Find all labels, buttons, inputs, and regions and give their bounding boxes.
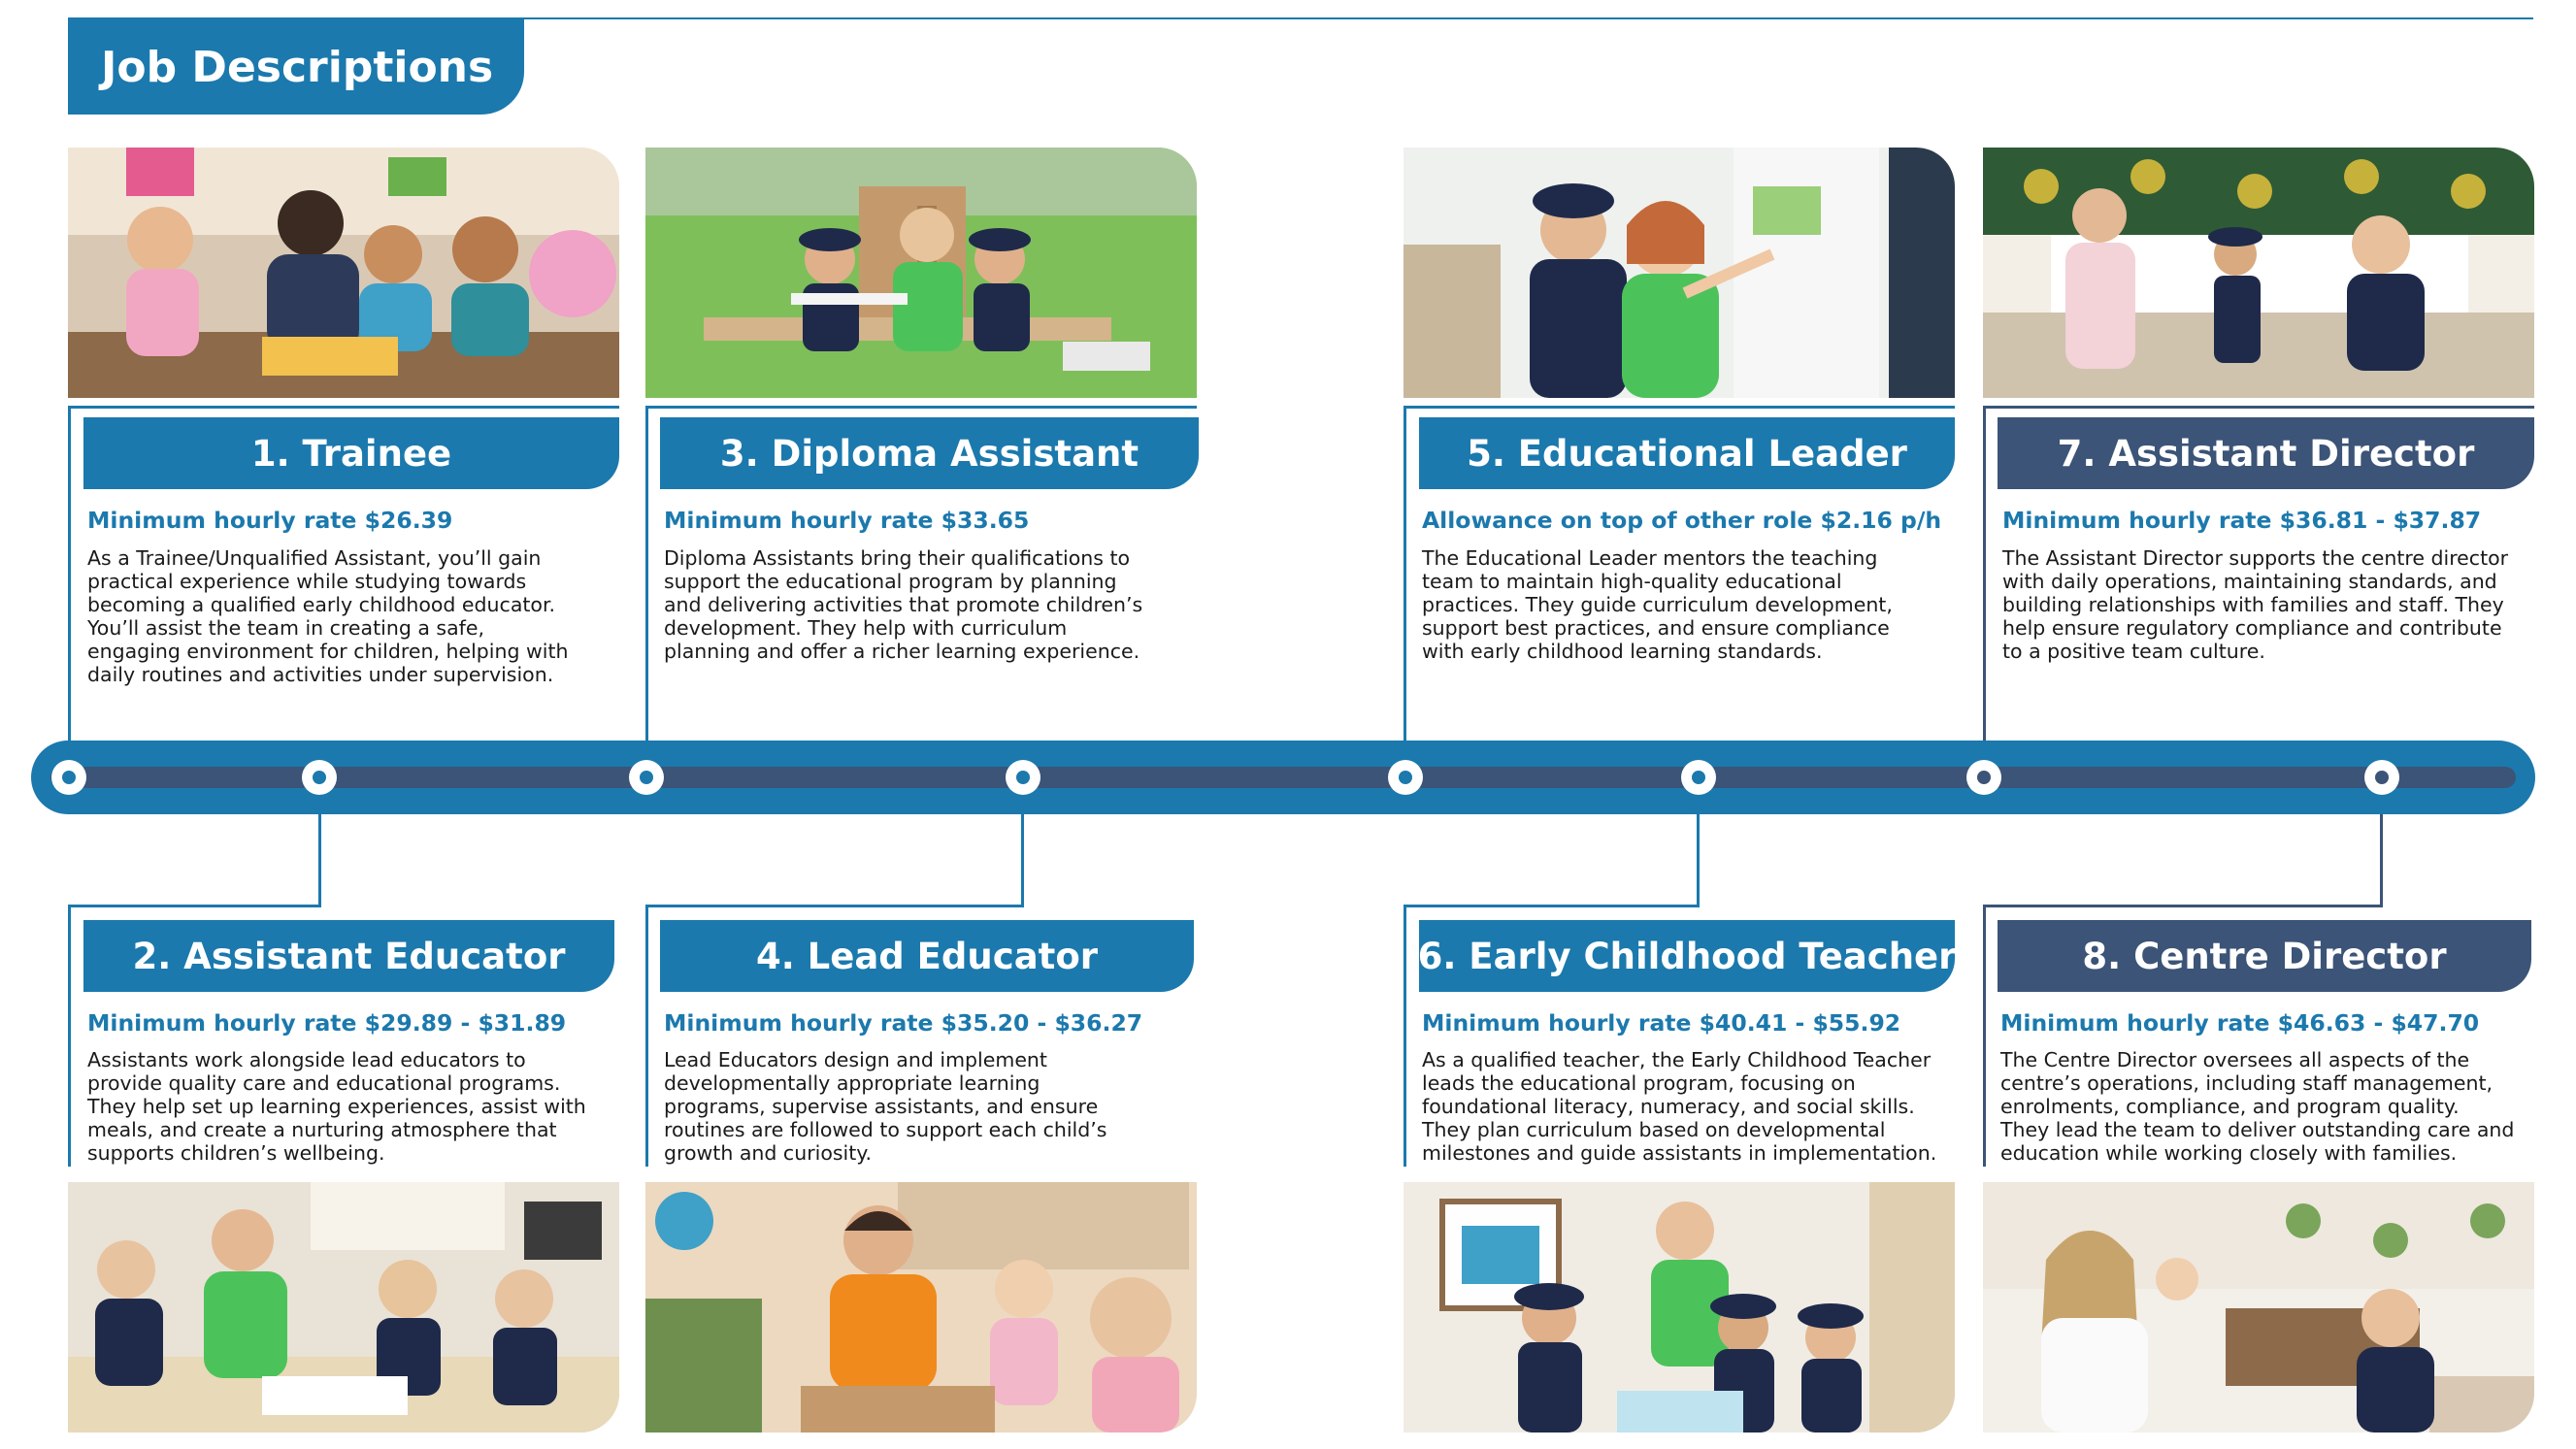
timeline-node-8	[2364, 760, 2399, 795]
page-title: Job Descriptions	[68, 19, 524, 115]
connector-diploma-assistant	[645, 406, 648, 763]
role-rate-centre-director: Minimum hourly rate $46.63 - $47.70	[2000, 1009, 2480, 1037]
timeline-node-2	[302, 760, 337, 795]
rule-trainee	[68, 406, 619, 409]
role-header-diploma-assistant: 3. Diploma Assistant	[660, 417, 1199, 489]
rule-assistant-educator	[68, 905, 320, 907]
timeline-node-3	[629, 760, 664, 795]
role-rate-trainee: Minimum hourly rate $26.39	[87, 507, 453, 534]
connector-centre-director-left	[1983, 905, 1986, 1167]
connector-early-childhood-teacher-left	[1404, 905, 1406, 1167]
role-header-centre-director: 8. Centre Director	[1998, 920, 2531, 992]
connector-lead-educator-left	[645, 905, 648, 1167]
role-rate-lead-educator: Minimum hourly rate $35.20 - $36.27	[664, 1009, 1143, 1037]
rule-centre-director	[1983, 905, 2383, 907]
photo-educational-leader	[1404, 148, 1955, 398]
role-header-educational-leader: 5. Educational Leader	[1419, 417, 1955, 489]
role-header-early-childhood-teacher: 6. Early Childhood Teacher	[1419, 920, 1955, 992]
timeline-node-4	[1006, 760, 1040, 795]
role-desc-assistant-educator: Assistants work alongside lead educators to provide quality care and educational programs. They help set up learning experiences, assist with meals, and create a nurturing atmosphere that supports children’s wellbeing.	[87, 1048, 586, 1165]
photo-assistant-educator	[68, 1182, 619, 1433]
timeline-node-7	[1966, 760, 2001, 795]
role-rate-assistant-educator: Minimum hourly rate $29.89 - $31.89	[87, 1009, 567, 1037]
role-rate-educational-leader: Allowance on top of other role $2.16 p/h	[1422, 507, 1942, 534]
rule-assistant-director	[1983, 406, 2534, 409]
timeline-inner-bar	[50, 767, 2516, 788]
role-desc-diploma-assistant: Diploma Assistants bring their qualifications to support the educational program by planning and delivering activities that promote children’s development. They help with curriculum planning and offer a richer learning experience.	[664, 546, 1143, 663]
role-header-assistant-director: 7. Assistant Director	[1998, 417, 2534, 489]
role-header-assistant-educator: 2. Assistant Educator	[83, 920, 614, 992]
rule-educational-leader	[1404, 406, 1955, 409]
role-header-lead-educator: 4. Lead Educator	[660, 920, 1194, 992]
photo-lead-educator	[645, 1182, 1197, 1433]
connector-assistant-director	[1983, 406, 1986, 763]
connector-educational-leader	[1404, 406, 1406, 763]
role-desc-trainee: As a Trainee/Unqualified Assistant, you’ll gain practical experience while studying towards becoming a qualified early childhood educator. You’ll assist the team in creating a safe, engaging environment for children, helping with daily routines and activities under supervision.	[87, 546, 569, 686]
connector-assistant-educator-left	[68, 905, 71, 1167]
timeline-node-6	[1681, 760, 1716, 795]
role-desc-centre-director: The Centre Director oversees all aspects of the centre’s operations, including staff management, enrolments, compliance, and program quality. They lead the team to deliver outstanding care and education while working closely with families.	[2000, 1048, 2515, 1165]
photo-assistant-director	[1983, 148, 2534, 398]
role-rate-assistant-director: Minimum hourly rate $36.81 - $37.87	[2002, 507, 2482, 534]
photo-diploma-assistant	[645, 148, 1197, 398]
photo-early-childhood-teacher	[1404, 1182, 1955, 1433]
role-desc-lead-educator: Lead Educators design and implement developmentally appropriate learning programs, supervise assistants, and ensure routines are followed to support each child’s growth and curiosity.	[664, 1048, 1107, 1165]
timeline-node-1	[51, 760, 86, 795]
role-rate-early-childhood-teacher: Minimum hourly rate $40.41 - $55.92	[1422, 1009, 1901, 1037]
rule-diploma-assistant	[645, 406, 1197, 409]
rule-lead-educator	[645, 905, 1024, 907]
role-desc-assistant-director: The Assistant Director supports the centre director with daily operations, maintaining standards, and building relationships with families and staff. They help ensure regulatory compliance and contribute to a positive team culture.	[2002, 546, 2509, 663]
timeline-node-5	[1388, 760, 1423, 795]
role-desc-educational-leader: The Educational Leader mentors the teaching team to maintain high-quality educational practices. They guide curriculum development, support best practices, and ensure compliance with early childhood learning standards.	[1422, 546, 1893, 663]
connector-trainee	[68, 406, 71, 763]
role-rate-diploma-assistant: Minimum hourly rate $33.65	[664, 507, 1030, 534]
photo-centre-director	[1983, 1182, 2534, 1433]
rule-early-childhood-teacher	[1404, 905, 1700, 907]
role-header-trainee: 1. Trainee	[83, 417, 619, 489]
photo-trainee	[68, 148, 619, 398]
role-desc-early-childhood-teacher: As a qualified teacher, the Early Childhood Teacher leads the educational program, focusing on foundational literacy, numeracy, and social skills. They plan curriculum based on developmental milestones and guide assistants in implementation.	[1422, 1048, 1937, 1165]
